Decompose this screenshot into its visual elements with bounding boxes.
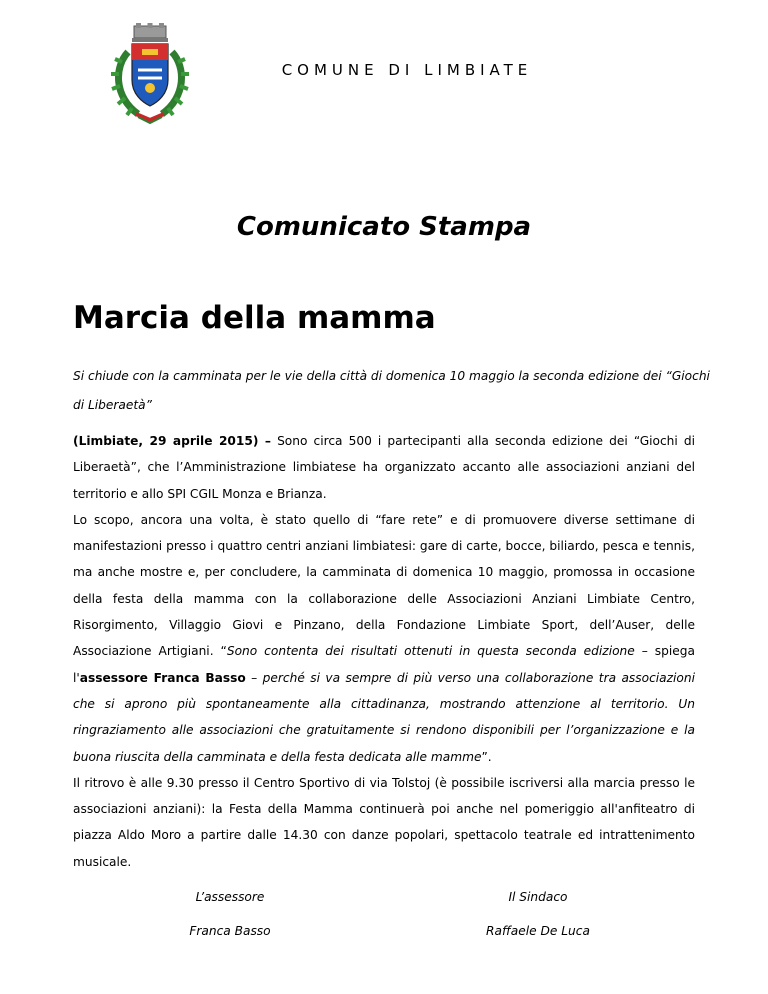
signature-assessore xyxy=(150,880,310,948)
dateline: (Limbiate, 29 aprile 2015) – xyxy=(73,434,271,448)
signature-sindaco xyxy=(458,880,618,948)
municipality-name: COMUNE DI LIMBIATE xyxy=(281,61,533,79)
press-release-heading: Comunicato Stampa xyxy=(236,212,532,242)
quote-part-1: Sono contenta dei risultati ottenuti in questa seconda edizione xyxy=(226,644,635,659)
speaker-name: assessore Franca Basso xyxy=(79,670,246,685)
paragraph-intro xyxy=(73,428,695,507)
paragraph-intro-text: Sono circa 500 i partecipanti alla seconda edizione dei “Giochi di Liberaetà”, che l’Amministrazione limbiatese ha organizzato accanto alle associazioni anziani del territorio e allo SPI CGIL Monza e Brianza. xyxy=(73,434,695,501)
article-body xyxy=(73,428,695,875)
quote-dash-1: – spiega l' xyxy=(73,644,695,685)
paragraph-purpose-text: Lo scopo, ancora una volta, è stato quello di “fare rete” e di promuovere diverse settimane di manifestazioni presso i quattro centri anziani limbiatesi: gare di carte, bocce, biliardo, pesca e tennis, ma anche mostre e, per concludere, la camminata di domenica 10 maggio, promossa in occasione della festa della mamma con la collaborazione delle Associazioni Anziani Limbiate Centro, Risorgimento, Villaggio Giovi e Pinzano, della Fondazione Limbiate Sport, dell’Auser, delle Associazione Artigiani. “ xyxy=(73,512,695,659)
paragraph-purpose xyxy=(73,507,695,770)
article-title: Marcia della mamma xyxy=(73,300,436,336)
signature-name: Franca Basso xyxy=(189,924,271,938)
signature-name: Raffaele De Luca xyxy=(486,924,590,938)
paragraph-meeting: Il ritrovo è alle 9.30 presso il Centro Sportivo di via Tolstoj (è possibile iscriversi alla marcia presso le associazioni anziani): la Festa della Mamma continuerà poi anche nel pomeriggio all'anfiteatro di piazza Aldo Moro a partire dalle 14.30 con danze popolari, spettacolo teatrale ed intrattenimento musicale. xyxy=(73,775,695,869)
quote-dash-2: – xyxy=(245,670,263,685)
signature-role: L’assessore xyxy=(195,890,265,904)
quote-part-2: perché si va sempre di più verso una collaborazione tra associazioni che si aprono più spontaneamente alla cittadinanza, mostrando attenzione al territorio. Un ringraziamento alle associazioni che gratuitamente si rendono disponibili per l’organizzazione e la buona riuscita della camminata e della festa dedicata alle mamme xyxy=(73,670,695,764)
article-subtitle: Si chiude con la camminata per le vie della città di domenica 10 maggio la seconda edizione dei “Giochi di Liberaetà” xyxy=(73,369,710,412)
signature-role: Il Sindaco xyxy=(508,890,568,904)
quote-close: ”. xyxy=(481,749,492,764)
